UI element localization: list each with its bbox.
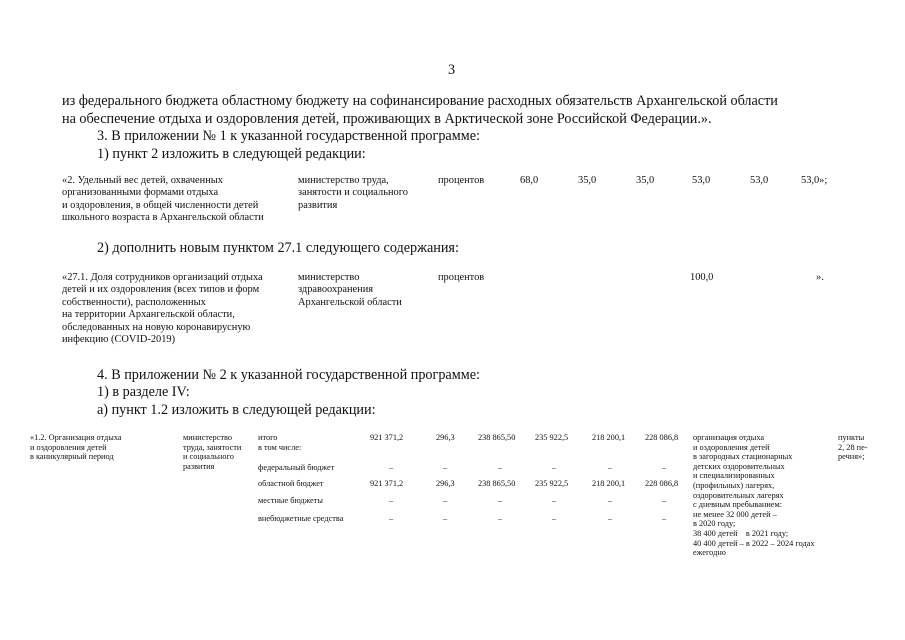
paragraph-line: из федерального бюджета областному бюджету на софинансирование расходных обязательств Архангельской области <box>62 93 778 109</box>
funding-value: – <box>662 496 667 505</box>
funding-source: областной бюджет <box>258 479 324 488</box>
paragraph-line: а) пункт 1.2 изложить в следующей редакции: <box>97 402 376 418</box>
funding-value: – <box>552 514 557 523</box>
indicator-unit: процентов <box>438 175 485 186</box>
funding-value: 921 371,2 <box>370 433 404 442</box>
indicator-value: 35,0 <box>578 175 597 186</box>
funding-value: 238 865,50 <box>478 479 516 488</box>
funding-source: итого в том числе: <box>258 433 302 452</box>
funding-value: – <box>608 463 613 472</box>
funding-value: 228 086,8 <box>645 433 679 442</box>
indicator-name: «2. Удельный вес детей, охваченных организованными формами отдыха и оздоровления, в общей численности детей школьного возраста в Архангельской области <box>62 175 264 224</box>
indicator-end: ». <box>816 272 824 283</box>
funding-value: – <box>389 514 394 523</box>
funding-source: местные бюджеты <box>258 496 323 505</box>
indicator-value: 53,0 <box>750 175 769 186</box>
funding-value: 921 371,2 <box>370 479 404 488</box>
funding-value: – <box>498 514 503 523</box>
funding-value: – <box>552 463 557 472</box>
indicator-value: 68,0 <box>520 175 539 186</box>
funding-value: – <box>608 496 613 505</box>
indicator-unit: процентов <box>438 272 485 283</box>
funding-value: – <box>389 496 394 505</box>
paragraph-line: на обеспечение отдыха и оздоровления детей, проживающих в Арктической зоне Российской Федерации.». <box>62 111 712 127</box>
reference-points: пункты 2, 28 пе- речня»; <box>838 433 868 462</box>
funding-value: 228 086,8 <box>645 479 679 488</box>
funding-value: – <box>443 514 448 523</box>
indicator-executor: министерство труда, занятости и социального развития <box>298 175 408 211</box>
paragraph-line: 3. В приложении № 1 к указанной государственной программе: <box>97 128 480 144</box>
funding-value: 235 922,5 <box>535 479 569 488</box>
funding-source: внебюджетные средства <box>258 514 344 523</box>
funding-value: 296,3 <box>436 479 455 488</box>
indicator-value: 35,0 <box>636 175 655 186</box>
funding-value: 296,3 <box>436 433 455 442</box>
funding-value: 238 865,50 <box>478 433 516 442</box>
funding-value: – <box>608 514 613 523</box>
funding-value: – <box>552 496 557 505</box>
paragraph-line: 1) в разделе IV: <box>97 384 190 400</box>
paragraph-line: 2) дополнить новым пунктом 27.1 следующего содержания: <box>97 240 459 256</box>
funding-source: федеральный бюджет <box>258 463 335 472</box>
paragraph-line: 4. В приложении № 2 к указанной государственной программе: <box>97 367 480 383</box>
funding-value: – <box>662 463 667 472</box>
indicator-executor: министерство здравоохранения Архангельской области <box>298 272 402 308</box>
expected-result: организация отдыха и оздоровления детей в загородных стационарных детских оздоровительных и специализированных (профильных) лагерях, оздоровительных лагерях с дневным пребыванием: не менее 32 000 детей – в 2020 году; 38 400 детей в 2021 году; 40 400 детей – в 2022 – 2024 годах ежегодно <box>693 433 815 558</box>
funding-value: 218 200,1 <box>592 433 626 442</box>
funding-value: – <box>498 496 503 505</box>
indicator-value: 53,0 <box>692 175 711 186</box>
funding-value: – <box>443 496 448 505</box>
paragraph-line: 1) пункт 2 изложить в следующей редакции: <box>97 146 366 162</box>
indicator-value: 53,0»; <box>801 175 828 186</box>
page-number: 3 <box>448 62 456 78</box>
funding-value: – <box>498 463 503 472</box>
activity-name: «1.2. Организация отдыха и оздоровления детей в каникулярный период <box>30 433 122 462</box>
funding-value: – <box>443 463 448 472</box>
activity-executor: министерство труда, занятости и социального развития <box>183 433 242 471</box>
funding-value: 235 922,5 <box>535 433 569 442</box>
funding-value: 218 200,1 <box>592 479 626 488</box>
indicator-name: «27.1. Доля сотрудников организаций отдыха детей и их оздоровления (всех типов и форм собственности), расположенных на территории Архангельской области, обследованных на новую коронавирусную инфекцию (COVID-2019) <box>62 272 263 346</box>
funding-value: – <box>662 514 667 523</box>
indicator-value: 100,0 <box>690 272 714 283</box>
funding-value: – <box>389 463 394 472</box>
